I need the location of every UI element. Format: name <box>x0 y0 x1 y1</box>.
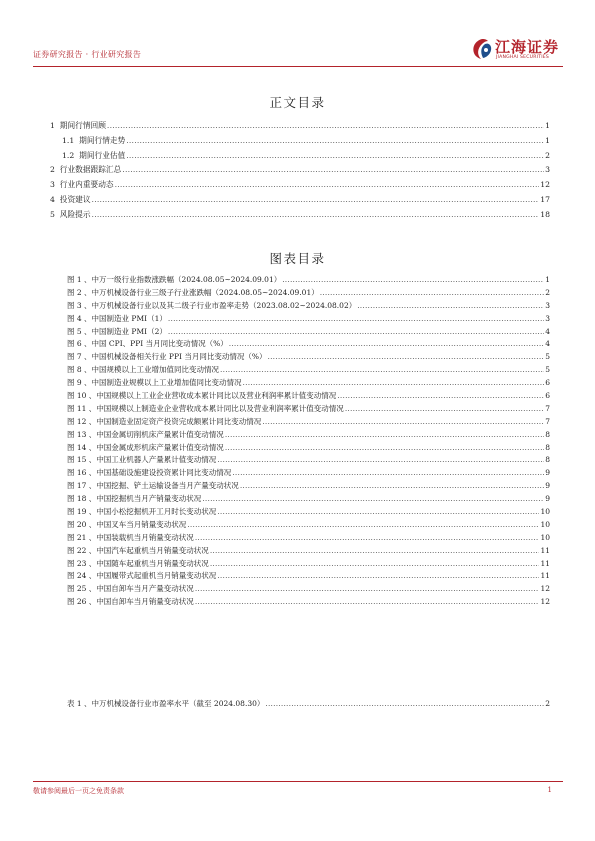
entry-page-number: 6 <box>545 378 550 388</box>
dot-leader <box>115 178 540 193</box>
entry-number: 图 2 、 <box>67 287 92 297</box>
entry-page-number: 11 <box>540 545 550 555</box>
entry-number: 图 23 、 <box>67 558 97 568</box>
dot-leader <box>126 149 544 164</box>
figure-entry[interactable] <box>67 583 550 596</box>
dot-leader <box>217 570 539 583</box>
dot-leader <box>195 596 540 609</box>
entry-label: 中国制造业 PMI（2） <box>91 326 167 336</box>
figure-entry[interactable] <box>67 519 550 532</box>
entry-page-number: 10 <box>540 507 550 517</box>
dot-leader <box>243 377 545 390</box>
figure-entry[interactable] <box>67 364 550 377</box>
entry-number: 图 5 、 <box>67 326 92 336</box>
entry-number: 图 18 、 <box>67 494 97 504</box>
entry-page-number: 2 <box>545 287 550 297</box>
entry-page-number: 12 <box>540 597 550 607</box>
entry-number: 图 24 、 <box>67 571 97 581</box>
entry-label: 中国小松挖掘机开工月时长变动状况 <box>96 507 217 517</box>
figure-list <box>67 274 550 609</box>
toc-entry[interactable] <box>50 149 550 164</box>
header-divider <box>33 66 563 67</box>
page-number: 1 <box>547 786 552 794</box>
table-entry[interactable] <box>67 698 550 711</box>
entry-page-number: 5 <box>545 352 550 362</box>
entry-number: 图 7 、 <box>67 352 92 362</box>
dot-leader <box>282 274 544 287</box>
figures-title: 图表目录 <box>269 251 326 266</box>
dot-leader <box>107 119 544 134</box>
entry-label: 中国工业机器人产量累计值变动情况 <box>96 455 217 465</box>
entry-page-number: 3 <box>545 165 550 175</box>
entry-number: 图 1 、 <box>67 275 92 284</box>
entry-page-number: 9 <box>545 481 550 491</box>
entry-label: 中国制造业固定资产投资完成额累计同比变动情况 <box>96 416 262 426</box>
disclaimer-note: 敬请参阅最后一页之免责条款 <box>33 787 124 795</box>
page-header <box>33 38 563 66</box>
entry-number: 图 9 、 <box>67 378 92 388</box>
entry-page-number: 8 <box>545 455 550 465</box>
entry-number: 3 <box>50 180 60 190</box>
dot-leader <box>202 493 544 506</box>
entry-number: 图 10 、 <box>67 391 97 401</box>
figure-entry[interactable] <box>67 287 550 300</box>
entry-number: 图 13 、 <box>67 429 97 439</box>
entry-number: 图 12 、 <box>67 416 97 426</box>
entry-number: 图 25 、 <box>67 584 97 594</box>
figure-entry[interactable] <box>67 454 550 467</box>
entry-page-number: 3 <box>545 300 550 310</box>
entry-label: 中国挖掘机当月产销量变动状况 <box>96 494 202 504</box>
figure-entry[interactable] <box>67 558 550 571</box>
toc-entry[interactable] <box>50 163 550 178</box>
dot-leader <box>262 416 544 429</box>
toc-entry[interactable] <box>50 193 550 208</box>
dot-leader <box>320 287 545 300</box>
entry-label: 中国 CPI、PPI 当月同比变动情况（%） <box>91 339 228 349</box>
entry-page-number: 6 <box>545 391 550 401</box>
figure-entry[interactable] <box>67 416 550 429</box>
entry-label: 中国汽车起重机当月销量变动状况 <box>96 545 209 555</box>
dot-leader <box>195 583 540 596</box>
entry-number: 图 17 、 <box>67 481 97 491</box>
entry-page-number: 11 <box>540 558 550 568</box>
figure-entry[interactable] <box>67 493 550 506</box>
entry-number: 图 11 、 <box>67 403 97 413</box>
entry-label: 中国自卸车当月产量变动状况 <box>96 584 194 594</box>
dot-leader <box>92 208 540 223</box>
dot-leader <box>240 480 544 493</box>
entry-number: 图 21 、 <box>67 532 97 542</box>
entry-number: 图 15 、 <box>67 455 97 465</box>
figure-entry[interactable] <box>67 338 550 351</box>
entry-label: 期间行业估值 <box>79 150 126 160</box>
dot-leader <box>229 338 544 351</box>
figure-entry[interactable] <box>67 377 550 390</box>
dot-leader <box>232 467 544 480</box>
dot-leader <box>337 390 544 403</box>
entry-label: 中国履带式起重机当月销量变动状况 <box>96 571 217 581</box>
entry-number: 图 3 、 <box>67 300 92 310</box>
entry-label: 中国规模以上工业企业营收成本累计同比以及营业利润率累计值变动情况 <box>96 391 337 401</box>
dot-leader <box>195 532 540 545</box>
toc-entry[interactable] <box>50 208 550 223</box>
figure-entry[interactable] <box>67 390 550 403</box>
dot-leader <box>122 163 544 178</box>
dot-leader <box>126 134 544 149</box>
dot-leader <box>357 300 544 313</box>
entry-page-number: 1 <box>545 135 550 145</box>
dot-leader <box>220 364 544 377</box>
figure-entry[interactable] <box>67 442 550 455</box>
entry-number: 1 <box>50 121 60 130</box>
dot-leader <box>265 698 544 711</box>
entry-page-number: 2 <box>545 699 550 708</box>
entry-page-number: 9 <box>545 494 550 504</box>
entry-label: 中国叉车当月销量变动状况 <box>96 519 187 529</box>
entry-label: 中国制造业规模以上工业增加值同比变动情况 <box>91 378 242 388</box>
entry-page-number: 3 <box>545 313 550 323</box>
entry-label: 中国自卸车当月销量变动状况 <box>96 597 194 607</box>
figure-entry[interactable] <box>67 403 550 416</box>
figure-entry[interactable] <box>67 351 550 364</box>
entry-page-number: 7 <box>545 403 550 413</box>
entry-page-number: 12 <box>540 584 550 594</box>
entry-number: 1.1 <box>62 135 80 145</box>
entry-page-number: 18 <box>540 209 550 219</box>
entry-number: 图 19 、 <box>67 507 97 517</box>
entry-page-number: 12 <box>540 180 550 190</box>
dot-leader <box>217 454 544 467</box>
entry-page-number: 4 <box>545 339 550 349</box>
figure-entry[interactable] <box>67 467 550 480</box>
entry-label: 中国机械设备相关行业 PPI 当月同比变动情况（%） <box>91 352 267 362</box>
logo-mark-icon <box>471 38 493 60</box>
entry-label: 中国金属切削机床产量累计值变动情况 <box>96 429 224 439</box>
figure-entry[interactable] <box>67 274 550 287</box>
entry-label: 中万机械设备行业以及其二级子行业市盈率走势（2023.08.02~2024.08.02） <box>91 300 357 310</box>
entry-number: 图 14 、 <box>67 442 97 452</box>
table-of-contents <box>50 119 550 223</box>
entry-label: 中国规模以上工业增加值同比变动情况 <box>91 365 220 375</box>
dot-leader <box>92 193 540 208</box>
dot-leader <box>345 403 544 416</box>
entry-page-number: 4 <box>545 326 550 336</box>
entry-page-number: 9 <box>545 468 550 478</box>
table-list <box>67 698 550 711</box>
toc-title: 正文目录 <box>269 95 326 110</box>
toc-entry[interactable] <box>50 178 550 193</box>
figure-entry[interactable] <box>67 532 550 545</box>
entry-label: 中万机械设备行业三级子行业涨跌幅（2024.08.05~2024.09.01） <box>91 287 319 297</box>
entry-number: 图 22 、 <box>67 545 97 555</box>
dot-leader <box>187 519 539 532</box>
figure-entry[interactable] <box>67 313 550 326</box>
entry-page-number: 10 <box>540 519 550 529</box>
dot-leader <box>168 326 544 339</box>
figure-entry[interactable] <box>67 326 550 339</box>
entry-page-number: 1 <box>545 121 550 130</box>
entry-page-number: 5 <box>545 365 550 375</box>
report-type-label: 证券研究报告 · 行业研究报告 <box>33 50 142 59</box>
figure-entry[interactable] <box>67 480 550 493</box>
figure-entry[interactable] <box>67 545 550 558</box>
logo-chinese-name: 江海证券 <box>495 38 560 56</box>
entry-number: 5 <box>50 209 60 219</box>
entry-page-number: 2 <box>545 150 550 160</box>
entry-page-number: 7 <box>545 416 550 426</box>
dot-leader <box>268 351 545 364</box>
figure-entry[interactable] <box>67 429 550 442</box>
logo-english-name: JIANGHAI SECURITIES <box>496 55 549 60</box>
dot-leader <box>217 506 539 519</box>
entry-label: 中国规模以上制造业企业营收成本累计同比以及营业利润率累计值变动情况 <box>96 403 344 413</box>
entry-label: 期间行情回顾 <box>59 121 106 130</box>
entry-number: 图 16 、 <box>67 468 97 478</box>
entry-number: 1.2 <box>62 150 80 160</box>
dot-leader <box>210 545 540 558</box>
entry-label: 中国随车起重机当月销量变动状况 <box>96 558 209 568</box>
entry-page-number: 17 <box>540 194 550 204</box>
entry-page-number: 8 <box>545 429 550 439</box>
entry-number: 图 8 、 <box>67 365 92 375</box>
entry-page-number: 1 <box>545 275 550 284</box>
entry-number: 图 4 、 <box>67 313 92 323</box>
figure-entry[interactable] <box>67 506 550 519</box>
entry-label: 中国装载机当月销量变动状况 <box>96 532 194 542</box>
toc-entry[interactable] <box>50 134 550 149</box>
entry-label: 期间行情走势 <box>79 135 126 145</box>
entry-label: 行业内重要动态 <box>59 180 114 190</box>
dot-leader <box>225 429 544 442</box>
dot-leader <box>168 313 544 326</box>
entry-label: 行业数据跟踪汇总 <box>59 165 122 175</box>
entry-number: 图 20 、 <box>67 519 97 529</box>
entry-label: 中国金属成形机床产量累计值变动情况 <box>96 442 224 452</box>
figure-entry[interactable] <box>67 570 550 583</box>
entry-number: 表 1 、 <box>67 699 92 708</box>
entry-page-number: 11 <box>540 571 550 581</box>
company-logo <box>471 36 563 64</box>
entry-page-number: 10 <box>540 532 550 542</box>
dot-leader <box>225 442 544 455</box>
toc-entry[interactable] <box>50 119 550 134</box>
entry-page-number: 8 <box>545 442 550 452</box>
entry-number: 图 26 、 <box>67 597 97 607</box>
figure-entry[interactable] <box>67 596 550 609</box>
entry-label: 中万机械设备行业市盈率水平（截至 2024.08.30） <box>91 699 265 708</box>
footer-divider <box>33 781 563 782</box>
figure-entry[interactable] <box>67 300 550 313</box>
entry-label: 中万一级行业指数涨跌幅（2024.08.05~2024.09.01） <box>91 275 282 284</box>
entry-label: 中国挖掘、铲土运输设备当月产量变动状况 <box>96 481 239 491</box>
entry-label: 中国基础设施建设投资累计同比变动情况 <box>96 468 232 478</box>
entry-number: 图 6 、 <box>67 339 92 349</box>
entry-label: 风险提示 <box>59 209 91 219</box>
dot-leader <box>210 558 540 571</box>
entry-label: 投资建议 <box>59 194 91 204</box>
entry-number: 4 <box>50 194 60 204</box>
entry-number: 2 <box>50 165 60 175</box>
entry-label: 中国制造业 PMI（1） <box>91 313 167 323</box>
